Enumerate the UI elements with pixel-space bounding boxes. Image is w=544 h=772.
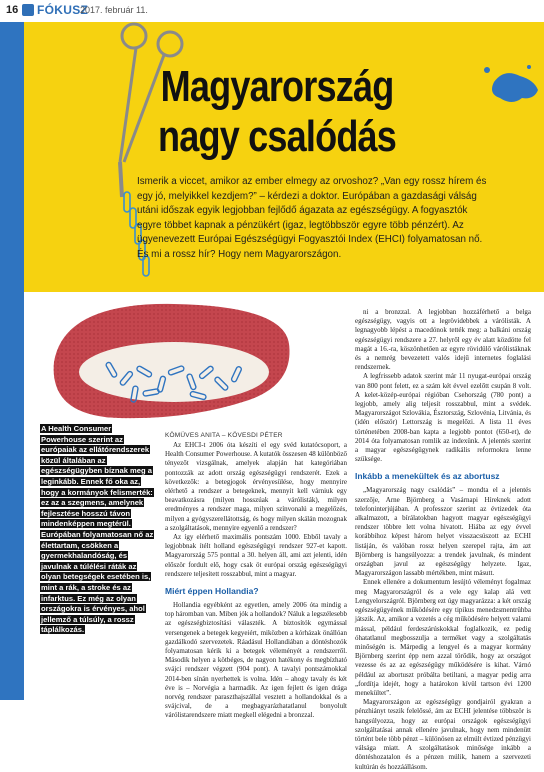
paragraph: „Magyarország nagy csalódás” – mondta el a jelentés szerzője, Arne Björnberg a Vasárnapi Híreknek adott telefoninterjújában. A professzor szerint az évtizedek óta alkalmazott, a bírálatokban hagyott magyar egészségügyi rendszer többre lett volna hivatott. Hiába az egy évvel korábbihoz képest három helyet visszacsúszott az ECHI listáján, és valóban rossz helyen szerepel rajta, ám azt Björnberg is hangsúlyozza: a trendek javulnak, és mindent országban javul az egészségügy helyzete. Igaz, Magyarországon lassabb mértékben, mint másutt.	[355, 486, 531, 578]
article-lead: Ismerik a viccet, amikor az ember elmegy az orvoshoz? „Van egy rossz hírem és egy jó, melyikkel kezdjem?” – kérdezi a doktor. Európában a gazdasági válság utáni időszak egyik legjobban fejlődő ágazata az egészségügy. A fogyasztók egyre többet kapnak a pénzükért (igaz, legtöbbször egyre több pénzért). Az ügyenevezett Európai Egészségügyi Fogyasztói Index (EHCI) folyamatosan nő. És mi a rossz hír? Hogy nem Magyarországon.	[137, 176, 487, 260]
paragraph: Hollandia egyébként az egyetlen, amely 2006 óta mindig a top háromban van. Miben jók a hollandok? Náluk a legszélesebb az egészségbiztosítási választék. A biztosítók egymással versengenek a betegek kegyeiért, miközben a kórházak önállóan gazdálkodó szervezetek. Ráadásul Hollandiában a döntéshozók folyamatosan kérik ki a betegek véleményét a rendszerről. Második helyen a kötbéges, de nagyon hatékony és megbízható svájci rendszer végzett (904 pont). A tavalyi pontszámokkal 2014-ben sínán nyerhettek is volna. Idén – ahogy tavaly és két éve is – Norvégia a harmadik. Az igen fejlett és igen drága norvég rendszer paraszthajszállal vesztett a hollandokkal és a svájcival, de a megbagyarázhatatlanul bonyolult várólistarendszere miatt megkell elégedni a bronzzal.	[165, 601, 347, 720]
issue-date: 2017. február 11.	[80, 5, 148, 15]
paragraph: Az EHCI-t 2006 óta készíti el egy svéd kutatócsoport, a Health Consumer Powerhouse. A kutatók összesen 48 különböző tényezőt vizsgálnak, amelyek alapján hat kategóriában pontozzák az adott ország egészségügyi rendszerét. Ezek a következők: a betegjogok érvényesülése, hogy mennyire elérhető a rendszer a betegeknek, mennyit kell várniuk egy beavatkozásra (milyen hosszúak a várólisták), milyen eredményes a rendszer maga, milyen színvonalú a megelőzés, milyen a gyógyszerellátottság, és hogy milyen skálán mozognak a szolgáltatások, mennyire egyenlő a rendszer?	[165, 441, 347, 532]
left-blue-strip	[0, 22, 24, 700]
column-a	[165, 441, 347, 721]
section-name: FÓKUSZ	[37, 3, 89, 17]
sidebar-text: A Health Consumer Powerhouse szerint az európaiak az ellátórendszerek közül általában az egészségügyben bíznak meg a leginkább. Ennek fő oka az, hogy a kormányok felismerték: ez az a szegmens, amelynek fejlesztése hosszú távon mindenképpen megtérül. Európában folyamatosan nő az élettartam, csökken a gyermekhalandóság, és javulnak a túlélési ráták az olyan betegségek esetében is, mint a rák, a stroke és az infarktus. Ez még az olyan országokra is érvényes, ahol jellemző a túlsúly, a rossz táplálkozás.	[41, 424, 154, 635]
section-badge	[22, 4, 34, 16]
sidebar-box	[40, 424, 158, 636]
page-header	[0, 0, 544, 22]
page-number: 16	[6, 4, 19, 16]
subheading: Inkább a menekültek és az abortusz	[355, 471, 500, 482]
byline: KÖMÜVES ANITA – KÖVESDI PÉTER	[165, 432, 283, 439]
title-line-1: Magyarország	[160, 62, 394, 111]
paragraph: Az így elérhető maximális pontszám 1000. Ebből tavaly a legjobbnak ítélt holland egészségügyi rendszer 927-et kapott. Magyarország 575 ponttal a 30. helyen áll, ami azt jelenti, idén először fordult elő, hogy csak öt európai ország egészségügyi rendszere teljesített rosszabbul, mint a magyar.	[165, 533, 347, 578]
subheading: Miért éppen Hollandia?	[165, 586, 259, 597]
paragraph: ni a bronzzal. A legjobban hozzáférhető a belga egészségügy, vagyis ott a legrövidebbek a várólisták. A legnagyobb lépést a macedónok tették meg: a balkáni ország egészségügyi rendszere a 27. helyről egy év alatt közdötte fel magát a 16.-ra, köszönhetően az egyre rövidülő várólistáknak és a nemrég bevezetett valós idejű internetes foglalási rendszernek.	[355, 308, 531, 372]
title-line-2: nagy csalódás	[158, 112, 397, 161]
paragraph: Ennek ellenére a dokumentum lesújtó véleményt fogalmaz meg Magyarországról és a vele egy kalap alá vett Lengyelországról. Björnberg ezt úgy magyarázza: a két ország egészségügyének működésére egy tipikus menedzsmentrühba játszik. Az, amikor a vezetés a cég működésére helyett valami mással, például ferdeszárúskokkal foglalkozik, ez pedig óhatatlanul megbosszulja a terméket vagy a szolgáltatás minőségén is. Márpedig a lengyel és a magyar kormány Björnberg szerint épp nem azzal törődik, hogy az országot vezesse és az az egészségügy működésére is kihat. Várnó például az abortuszt próbálta betiltani, a magyar pedig arra „fordítja idejét, hogy a határokon kívül tartson évi 1200 menekültet”.	[355, 578, 531, 697]
paragraph: Magyarországon az egészségügy gondjairól gyakran a pénzhiányt teszik felelőssé, ám az ECHI jelentése többször is hangsúlyozza, hogy az európai országok egészségügyi szolgáltatásai annak ellenére javulnak, hogy nem mindenütt történt bele több pénzt – különösen az elmúlt évtized pénzügyi válsága miatt. A szolgáltatások minősége inkább a döntéshozatalon és a pénzen múlik, hanem a szervezeti kultúrán és hozzáállásom.	[355, 698, 531, 771]
article-title	[54, 62, 500, 162]
paragraph: A legfrissebb adatok szerint már 11 nyugat-európai ország van 800 pont felett, ez a szám két évvel ezelőtt csupán 8 volt. A kelet-közép-európai régióban Csehország (780 pont) a legjobb, amely alig teljesít rosszabbul, mint a svédek. Magyarországot Szlovákia, Észtország, Szlovénia, Litvánia, és (idén először) Lettország is megelőzi. A lista 11 éves történetében 2008-ban kapta a legjobb pontot (650-et), de 2014 óta folyamatosan romlik az indexünk. A jelentés szerint a magyar egészségügynek radikális reformokra lenne szüksége.	[355, 372, 531, 464]
column-b	[355, 308, 531, 772]
illustration	[24, 292, 324, 432]
mattress-illustration	[24, 292, 324, 432]
